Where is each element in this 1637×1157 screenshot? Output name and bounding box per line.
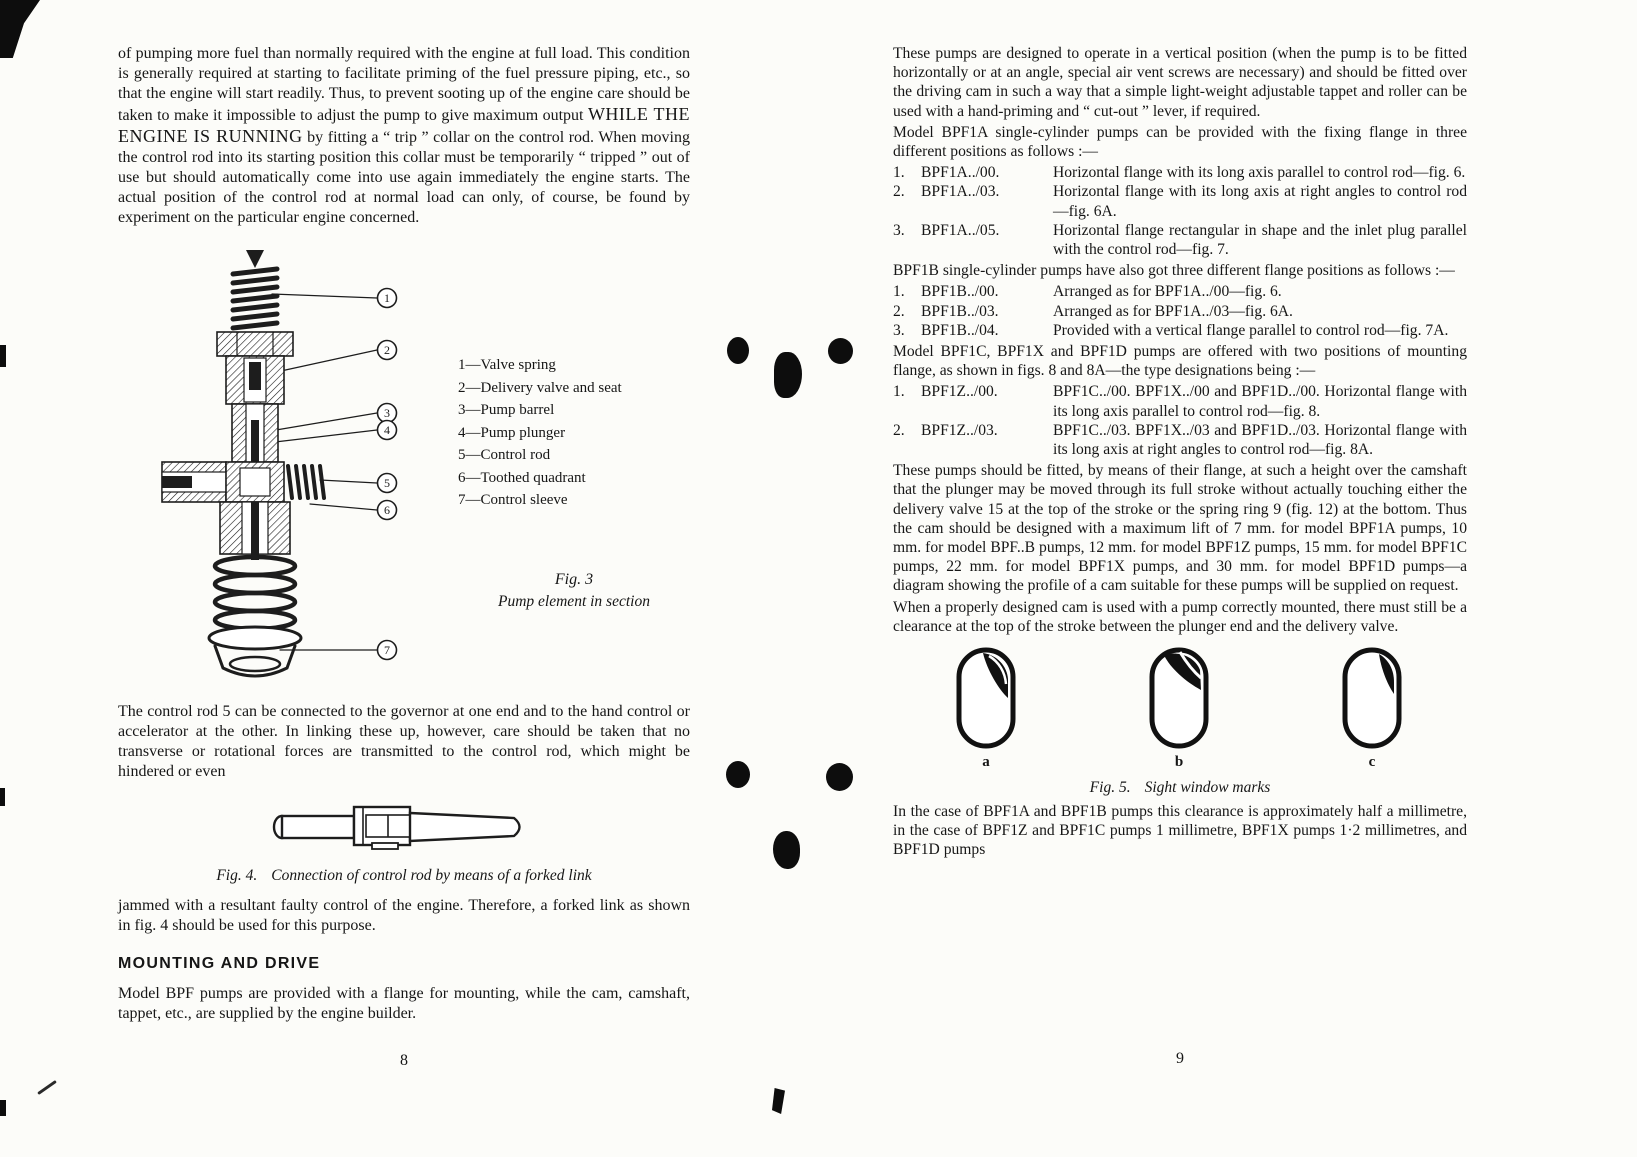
paragraph-bpf1b-intro: BPF1B single-cylinder pumps have also got three different flange positions as follows :— [893, 262, 1455, 280]
top-stud [246, 250, 264, 268]
paragraph-fitting-height: These pumps should be fitted, by means of their flange, at such a height over the camshaft that the plunger may be moved through its full stroke without actually touching either the delivery valve 15 at the top of the stroke or the spring ring 9 (fig. 12) at the bottom. Thus the cam should be designed with a maximum lift of 7 mm. for model BPF1A pumps, 10 mm. for model BPF..B pumps, 12 mm. for model BPF1Z pumps, 15 mm. for model BPF1C pumps, 22 mm. for model BPF1X pumps, and 30 mm. for model BPF1D pumps—a diagram showing the profile of a cam suitable for these pumps will be supplied on request. [893, 462, 1467, 595]
body-text: of pumping more fuel than normally required with the engine at full load. This condition is generally required at starting to facilitate priming of the fuel pressure piping, etc., so that the engine will start readily. Thus, to prevent sooting up of the engine care should be taken to make it impossible to adjust the pump to give maximum output [118, 45, 690, 124]
sight-window-drawing [953, 646, 1019, 750]
emphasis-caps-text: WHILE THE ENGINE IS RUNNING [118, 104, 691, 146]
page-number-right: 9 [1176, 1050, 1184, 1067]
legend-entry: 7—Control sleeve [458, 492, 568, 508]
figure-3-caption-subtitle: Pump element in section [498, 592, 650, 610]
callout-number: 3 [384, 406, 390, 420]
scan-hole-mark [826, 763, 853, 791]
list-number: 1. [893, 383, 905, 401]
figure-5-caption-label: Fig. 5. [1089, 779, 1131, 797]
paragraph-mounting: Model BPF pumps are provided with a flange for mounting, while the cam, camshaft, tappet, etc., are supplied by the engine builder. [118, 985, 690, 1022]
control-rod [162, 476, 192, 488]
scan-edge-mark [0, 1100, 6, 1116]
hex-nut [217, 332, 293, 356]
pump-designation: BPF1A../00. [921, 164, 1000, 182]
list-item [893, 182, 1467, 220]
forked-link-drawing [268, 790, 540, 850]
sight-window-drawing [1339, 646, 1405, 750]
legend-entry: 1—Valve spring [458, 357, 556, 373]
list-number: 1. [893, 283, 905, 301]
legend-entry: 2—Delivery valve and seat [458, 379, 622, 396]
scan-hole-mark [726, 761, 750, 788]
list-item [893, 421, 1467, 459]
callout-number: 6 [384, 503, 390, 517]
bpf1a-flange-list [893, 163, 1467, 259]
list-text: Provided with a vertical flange parallel to control rod—fig. 7A. [1053, 321, 1449, 339]
scan-hole-mark [727, 337, 749, 364]
scan-edge-mark [0, 788, 5, 806]
callout-number: 5 [384, 476, 390, 490]
figure-3-legend [458, 354, 690, 512]
list-number: 2. [893, 302, 905, 320]
list-item [893, 321, 1467, 340]
figure-3-caption [458, 570, 690, 612]
list-text: Arranged as for BPF1A../03—fig. 6A. [1053, 302, 1293, 320]
figure-3-legend-block [458, 248, 690, 690]
list-item [893, 282, 1467, 301]
list-number: 2. [893, 183, 905, 201]
sight-window-label: a [982, 754, 990, 771]
legend-entry: 4—Pump plunger [458, 424, 566, 441]
callout-number: 4 [384, 423, 390, 437]
list-text: BPF1C../03. BPF1X../03 and BPF1D../03. Horizontal flange with its long axis at right angles to control rod—fig. 8A. [1053, 421, 1467, 459]
sight-window-c [1339, 646, 1405, 772]
list-text: BPF1C../00. BPF1X../00 and BPF1D../00. Horizontal flange with its long axis parallel to control rod—fig. 8. [1053, 383, 1467, 420]
toothed-quadrant-coil [288, 466, 324, 498]
pump-designation: BPF1Z../03. [921, 421, 998, 439]
scan-ink-blob [774, 352, 802, 398]
legend-entry: 3—Pump barrel [458, 402, 555, 418]
sight-window-a [953, 646, 1019, 772]
list-item [893, 221, 1467, 259]
paragraph-continuation [118, 44, 690, 228]
figure-5-caption [893, 778, 1467, 797]
list-item [893, 382, 1467, 420]
bpf1b-flange-list [893, 282, 1467, 340]
paragraph-clearance-values: In the case of BPF1A and BPF1B pumps this clearance is approximately half a millimetre, in the case of BPF1Z and BPF1C pumps 1 millimetre, BPF1X pumps 1·2 millimetres, and BPF1D pumps [893, 802, 1467, 858]
scan-ink-blob [773, 831, 800, 869]
figure-4-forked-link [118, 790, 690, 886]
pump-designation: BPF1B../04. [921, 321, 999, 339]
valve-spring-coil [233, 269, 277, 328]
pen-squiggle [37, 1080, 57, 1095]
body-text: by fitting a “ trip ” collar on the control rod. When moving the control rod into its starting position this collar must be temporarily “ tripped ” out of use but should automatically come into use again immediately the engine starts. The actual position of the control rod at normal load can only, of course, be found by experiment on the particular engine concerned. [118, 129, 690, 226]
pump-designation: BPF1Z../00. [921, 383, 998, 401]
paragraph-bpf1a-intro: Model BPF1A single-cylinder pumps can be provided with the fixing flange in three different positions as follows :— [893, 123, 1467, 161]
sight-window-b [1146, 646, 1212, 772]
bpf1z-flange-list [893, 382, 1467, 459]
list-text: Arranged as for BPF1A../00—fig. 6. [1053, 283, 1282, 301]
page-number-left: 8 [400, 1052, 408, 1069]
section-heading-mounting-and-drive: MOUNTING AND DRIVE [118, 955, 321, 972]
sight-window-label: b [1174, 754, 1184, 771]
pump-section-drawing [160, 248, 410, 690]
sight-window-row [893, 646, 1467, 772]
figure-3-pump-element [118, 248, 690, 690]
figure-4-caption [118, 866, 690, 886]
callout-number: 1 [384, 291, 390, 305]
paragraph-clearance: When a properly designed cam is used with a pump correctly mounted, there must still be a clearance at the top of the stroke between the plunger end and the delivery valve. [893, 598, 1467, 635]
pump-designation: BPF1A../05. [921, 221, 1000, 239]
list-text: Horizontal flange rectangular in shape and the inlet plug parallel with the control rod—fig. 7. [1053, 221, 1467, 259]
figure-4-caption-label: Fig. 4. [216, 867, 258, 884]
paragraph-control-rod: The control rod 5 can be connected to the governor at one end and to the hand control or accelerator at the other. In linking these up, however, care should be taken that no transverse or rotational forces are transmitted to the control rod, which might be hindered or even [118, 703, 690, 780]
sight-window-label: c [1368, 754, 1376, 771]
plunger-spring [215, 557, 295, 629]
control-sleeve-flange [209, 627, 301, 649]
list-number: 3. [893, 321, 905, 339]
scan-corner-mark [0, 0, 40, 58]
pump-designation: BPF1A../03. [921, 183, 1000, 201]
list-number: 1. [893, 164, 905, 182]
legend-entry: 6—Toothed quadrant [458, 469, 586, 486]
legend-entry: 5—Control rod [458, 447, 551, 463]
pump-designation: BPF1B../00. [921, 283, 999, 301]
sight-window-drawing [1146, 646, 1212, 750]
figure-5-caption-text: Sight window marks [1144, 779, 1271, 797]
callout-number: 7 [384, 643, 390, 657]
callout-number: 2 [384, 343, 390, 357]
page-8 [118, 44, 690, 1026]
list-number: 2. [893, 421, 905, 439]
paragraph-vertical-position: These pumps are designed to operate in a vertical position (when the pump is to be fitted horizontally or at an angle, special air vent screws are necessary) and should be fitted over the driving cam in such a way that a simple light-weight adjustable tappet and roller can be used with a hand-priming and “ cut-out ” lever, if required. [893, 45, 1467, 120]
pump-designation: BPF1B../03. [921, 302, 999, 320]
list-item [893, 163, 1467, 182]
paragraph-bpf1c-intro: Model BPF1C, BPF1X and BPF1D pumps are offered with two positions of mounting flange, as shown in figs. 8 and 8A—the type designations being :— [893, 343, 1467, 380]
scan-hole-mark [828, 338, 853, 364]
scan-ink-mark [772, 1088, 785, 1114]
figure-3-caption-title: Fig. 3 [554, 570, 594, 588]
list-number: 3. [893, 221, 905, 239]
list-text: Horizontal flange with its long axis at right angles to control rod—fig. 6A. [1053, 183, 1467, 220]
list-item [893, 302, 1467, 321]
delivery-valve [249, 362, 261, 390]
figure-5-sight-windows [893, 646, 1467, 797]
page-9 [893, 44, 1467, 861]
figure-4-caption-text: Connection of control rod by means of a forked link [271, 867, 592, 884]
scan-edge-mark [0, 345, 6, 367]
paragraph-jammed: jammed with a resultant faulty control of the engine. Therefore, a forked link as shown in fig. 4 should be used for this purpose. [118, 897, 690, 934]
pump-plunger [251, 420, 259, 462]
list-text: Horizontal flange with its long axis parallel to control rod—fig. 6. [1053, 164, 1466, 182]
